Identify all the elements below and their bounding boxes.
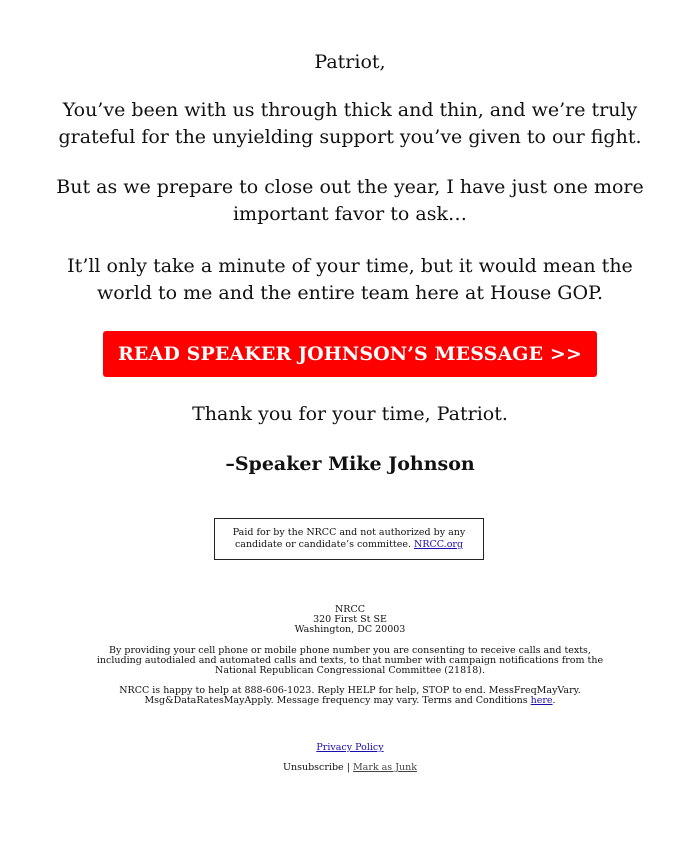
separator: | xyxy=(346,762,350,773)
paragraph-3: It’ll only take a minute of your time, but it would mean the world to me and the entire team here at House GOP. xyxy=(67,255,633,304)
paid-for-text: Paid for by the NRCC and not authorized by any candidate or candidate’s committee. xyxy=(232,527,466,550)
privacy-row xyxy=(0,742,700,754)
paragraph-1: You’ve been with us through thick and thin, and we’re truly grateful for the unyielding support you’ve given to our fight. xyxy=(58,99,642,148)
greeting: Patriot, xyxy=(314,51,386,73)
unsubscribe-link[interactable]: Unsubscribe xyxy=(282,762,344,773)
unsubscribe-row xyxy=(0,762,700,774)
paid-for-disclaimer xyxy=(214,518,484,560)
mailing-address xyxy=(0,605,700,635)
thanks-text: Thank you for your time, Patriot. xyxy=(192,403,508,425)
mark-as-junk-link[interactable]: Mark as Junk xyxy=(352,762,418,773)
terms-link[interactable]: here xyxy=(530,695,553,706)
paragraph-2: But as we prepare to close out the year, I have just one more important favor to ask… xyxy=(56,176,644,225)
privacy-policy-link[interactable]: Privacy Policy xyxy=(316,742,384,753)
help-text: NRCC is happy to help at 888-606-1023. Reply HELP for help, STOP to end. MessFreqMayVary. Msg&DataRatesMayApply. Message frequency may vary. Terms and Conditions xyxy=(119,685,581,706)
nrcc-org-link[interactable]: NRCC.org xyxy=(414,539,464,550)
address-street: 320 First St SE xyxy=(313,614,387,625)
signature: –Speaker Mike Johnson xyxy=(225,453,475,475)
sms-consent-text: By providing your cell phone or mobile phone number you are consenting to receive calls and texts, including autodialed and automated calls and texts, to that number with campaign notifications from the National Republican Congressional Committee (21818). xyxy=(96,645,604,676)
address-city: Washington, DC 20003 xyxy=(294,624,406,635)
address-org: NRCC xyxy=(334,604,365,615)
help-end: . xyxy=(552,695,556,706)
read-message-button[interactable]: READ SPEAKER JOHNSON’S MESSAGE >> xyxy=(103,331,597,377)
sms-help-text xyxy=(90,686,610,706)
